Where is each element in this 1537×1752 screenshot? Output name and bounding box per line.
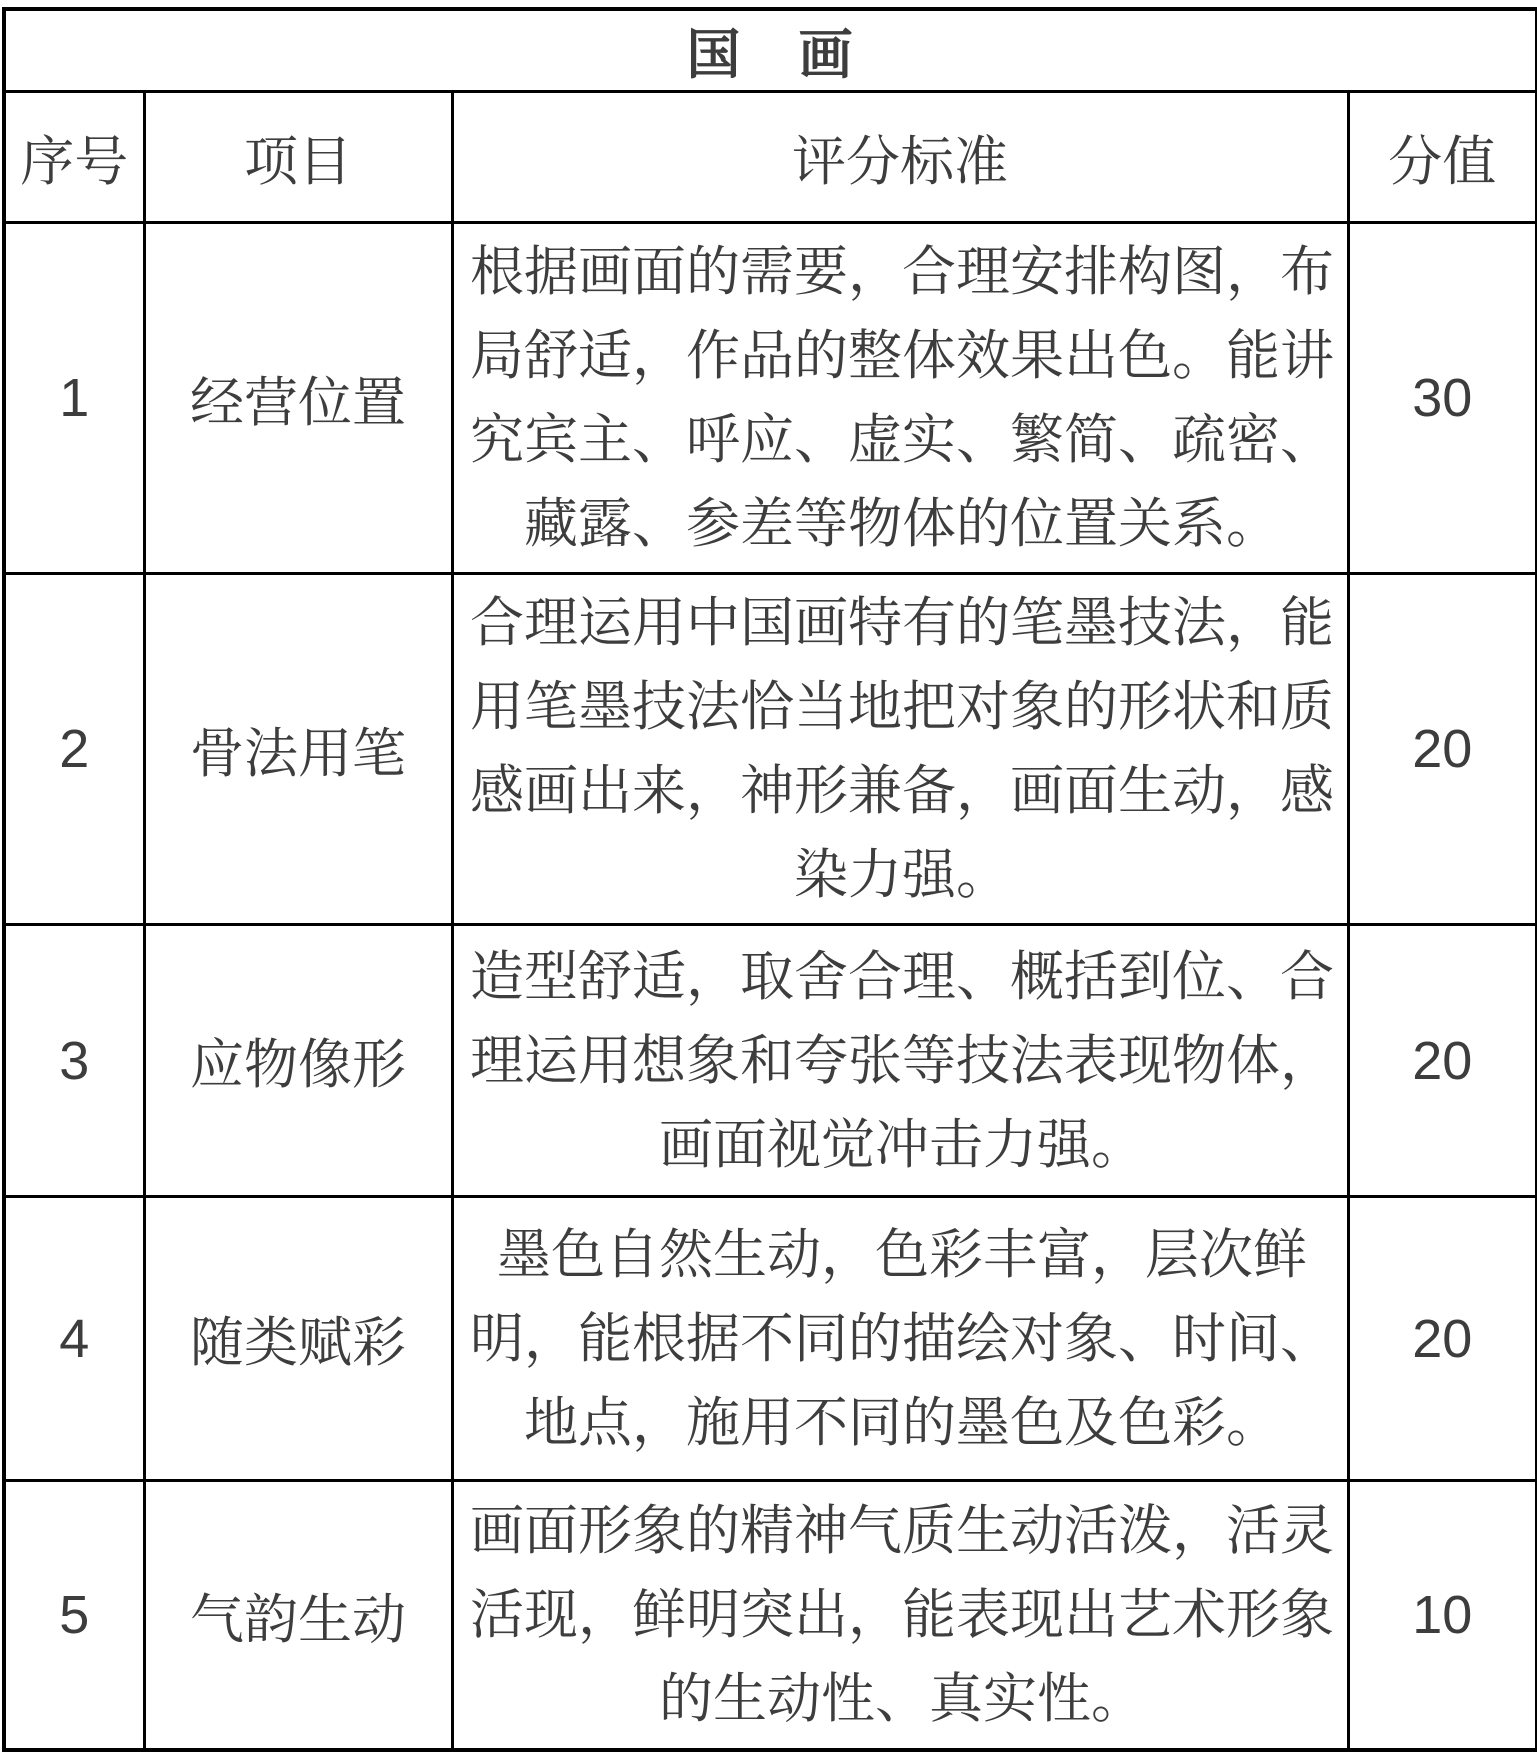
col-header-score: 分值 [1348,92,1537,223]
row-score: 10 [1348,1481,1537,1751]
table-row [4,1481,1537,1751]
table-header-row [4,92,1537,223]
row-number: 2 [4,574,144,925]
row-number: 1 [4,223,144,574]
row-score: 20 [1348,1197,1537,1481]
row-criteria: 根据画面的需要，合理安排构图，布局舒适，作品的整体效果出色。能讲究宾主、呼应、虚实、繁简、疏密、藏露、参差等物体的位置关系。 [452,223,1348,574]
row-score: 20 [1348,574,1537,925]
row-item: 骨法用笔 [144,574,452,925]
table-row [4,223,1537,574]
table-title-row [4,9,1537,92]
table-row [4,574,1537,925]
col-header-item: 项目 [144,92,452,223]
col-header-criteria: 评分标准 [452,92,1348,223]
row-score: 20 [1348,925,1537,1197]
row-criteria: 墨色自然生动，色彩丰富，层次鲜明，能根据不同的描绘对象、时间、地点，施用不同的墨色及色彩。 [452,1197,1348,1481]
col-header-number: 序号 [4,92,144,223]
row-number: 5 [4,1481,144,1751]
row-item: 经营位置 [144,223,452,574]
row-score: 30 [1348,223,1537,574]
row-item: 应物像形 [144,925,452,1197]
table-row [4,1197,1537,1481]
row-criteria: 画面形象的精神气质生动活泼，活灵活现，鲜明突出，能表现出艺术形象的生动性、真实性。 [452,1481,1348,1751]
row-criteria: 合理运用中国画特有的笔墨技法，能用笔墨技法恰当地把对象的形状和质感画出来，神形兼备，画面生动，感染力强。 [452,574,1348,925]
row-criteria: 造型舒适，取舍合理、概括到位、合理运用想象和夸张等技法表现物体，画面视觉冲击力强。 [452,925,1348,1197]
table-row [4,925,1537,1197]
row-number: 3 [4,925,144,1197]
row-item: 随类赋彩 [144,1197,452,1481]
table-title: 国 画 [4,9,1537,92]
row-number: 4 [4,1197,144,1481]
row-item: 气韵生动 [144,1481,452,1751]
scoring-rubric-table [2,7,1537,1752]
